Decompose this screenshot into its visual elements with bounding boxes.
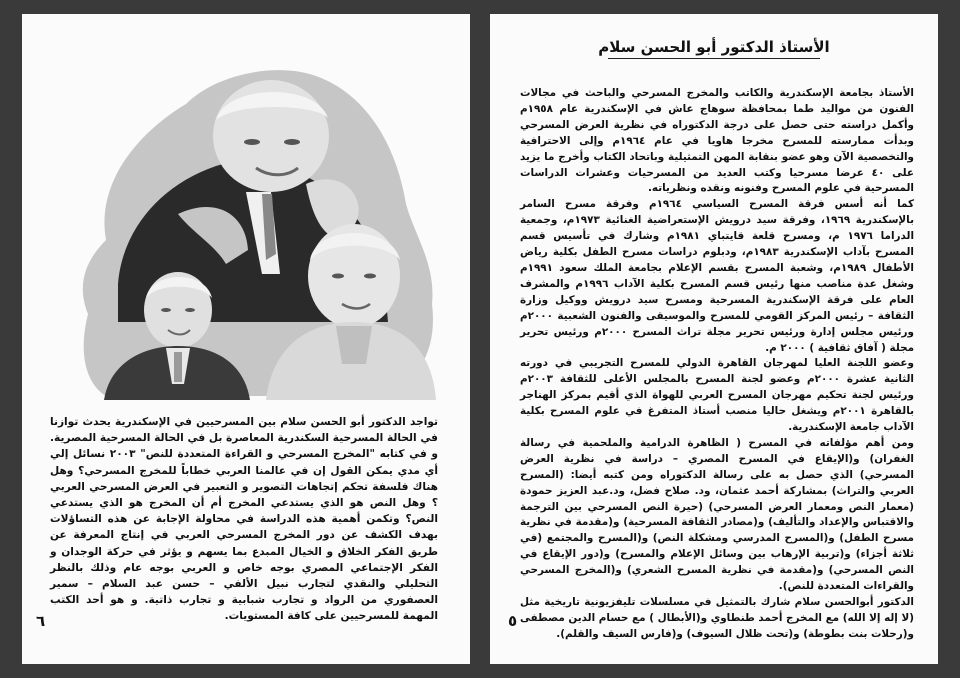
bio-paragraph-3: وعضو اللجنة العليا لمهرجان القاهرة الدولي للمسرح التجريبي في دورته الثانية عشرة ٢٠٠٠م وعضو لجنة المسرح بالمجلس الأعلى للثقافة ٢٠٠٣م ورئيس لجنة تحكيم مهرجان المسرح العربي للهواة الذي أقيم بمركز الهناجر بالقاهرة ٢٠٠١م ويشغل حاليا منصب أستاذ المتفرغ في علوم المسرح بكلية الآداب جامعة الإسكندرية. <box>520 357 914 434</box>
right-page <box>490 14 938 664</box>
bio-paragraph-1: الأستاذ بجامعة الإسكندرية والكاتب والمخرج المسرحي والباحث في مجالات الفنون من مواليد طما بمحافظة سوهاج عاش في الإسكندرية عام ١٩٥٨م وأكمل دراسته حتى حصل على درجة الدكتوراه في نظرية العرض المسرحي وبدأت ممارسته للمسرح مخرجا هاويا في عام ١٩٦٤م وإلى الاحترافية والتخصصية الآن وهو عضو بنقابة المهن التمثيلية وباتحاد الكتاب وأخرج ما يزيد على ٤٠ عرضا مسرحيا وكتب العديد من المسرحيات وعشرات الدراسات المسرحية في علوم المسرح وفنونه ونقده ونظرياته. <box>520 87 914 195</box>
page-title: الأستاذ الدكتور أبو الحسن سلام <box>598 38 830 56</box>
portrait-collage-image <box>66 64 438 400</box>
biography-text <box>520 86 914 643</box>
portrait-photo-collage <box>66 64 438 400</box>
intro-paragraph <box>50 414 438 625</box>
bio-paragraph-5: الدكتور أبوالحسن سلام شارك بالتمثيل في مسلسلات تليفزيونية تاريخية مثل (لا إله إلا الله) مع المخرج أحمد طنطاوي و(الأبطال ) مع حسام الدين مصطفى و(رحلات بنت بطوطة) و(تحت ظلال السيوف) و(فارس السيف والقلم). <box>520 596 914 640</box>
bio-paragraph-2: كما أنه أسس فرقة المسرح السياسي ١٩٦٤م وفرقة مسرح السامر بالإسكندرية ١٩٦٩، وفرقة سيد درويش الإستعراضية الغنائية ١٩٧٣م، وجمعية الدراما ١٩٧٦ م، ومسرح قلعة قايتباي ١٩٨١م وشارك في تأسيس قسم المسرح بآداب الإسكندرية ١٩٨٣م، ودبلوم دراسات مسرح الطفل بكلية رياض الأطفال ١٩٨٩م، وشعبة المسرح بقسم الإعلام بجامعة الملك سعود ١٩٩١م وشغل عدة مناصب منها رئيس قسم المسرح بكلية الآداب ١٩٩٦م والمشرف العام على فرقة الإسكندرية المسرحية ومسرح سيد درويش ووكيل وزارة الثقافة – رئيس المركز القومي للمسرح والموسيقى والفنون الشعبية ٢٠٠٠م ورئيس مجلس إدارة ورئيس تحرير مجلة تراث المسرح ٢٠٠٠م ورئيس تحرير مجلة ( آفاق ثقافية ) ٢٠٠٠ م. <box>520 198 915 354</box>
title-underline <box>608 58 820 59</box>
page-number-left: ٦ <box>36 612 46 630</box>
intro-text: تواجد الدكتور أبو الحسن سلام بين المسرحيين في الإسكندرية يحدث توازنا في الحالة المسرحية السكندرية المعاصرة بل في الحالة المسرحية المصرية. و في كتابه "المخرج المسرحي و القراءة المتعددة للنص" ٢٠٠٣ نسائل إلي أي مدي يمكن القول إن في عالمنا العربي خطاباً للمخرج المسرحي؟ وهل هناك فلسفة تحكم إتجاهات التصوير و التعبير في العرض المسرحي العربي ؟ وهل النص هو الذي يستدعي المخرج أم أن المخرج هو الذي يستدعي النص؟ وتكمن أهمية هذه الدراسة في محاولة الإجابة عن هذه التساؤلات بهدف الكشف عن دور المخرج المسرحي العربي في إنتاج المعرفة عن طريق الفكر الخلاق و الخيال المبدع بما يسهم و يؤثر في حركة الوجدان و الفكر الإجتماعي المصري بوجه خاص و العربي بوجه عام وذلك بالنظر التحليلي والنقدي لتجارب نبيل الألفي – حسن عبد السلام – سمير العصفوري من الرواد و تجارب شبابية و تجارب ذاتية. و هو أحد الكتب المهمة للمسرحيين على كافة المستويات. <box>50 416 438 623</box>
page-number-right: ٥ <box>508 612 518 630</box>
left-page <box>22 14 470 664</box>
bio-paragraph-4: ومن أهم مؤلفاته في المسرح ( الظاهرة الدرامية والملحمية في رسالة الغفران) و(الإيقاع في المسرح المصري – دراسة في نظرية العرض المسرحي) الذي حصل به على رسالة الدكتوراه ومن كتبه أيضا: (المسرح العربي والتراث) بمشاركة أحمد عثمان، ود. صلاح فضل، ود.عبد العزيز حمودة (معمار النص ومعمار العرض المسرحي) (حيرة النص المسرحي بين الترجمة والاقتباس والإعداد والتأليف) و(مصادر الثقافة المسرحية) و(مقدمة في نظرية مسرح الطفل) و(المسرح المدرسي ومشكلة النص) و(المسرح والمجتمع (في ثلاثة أجزاء) و(تربية الإرهاب بين وسائل الإعلام والمسرح) و(دور الإيقاع في النص المسرحي) و(مقدمة في نظرية المسرح الشعري) و(المخرج المسرحي والقراءات المتعددة للنص). <box>520 436 914 593</box>
